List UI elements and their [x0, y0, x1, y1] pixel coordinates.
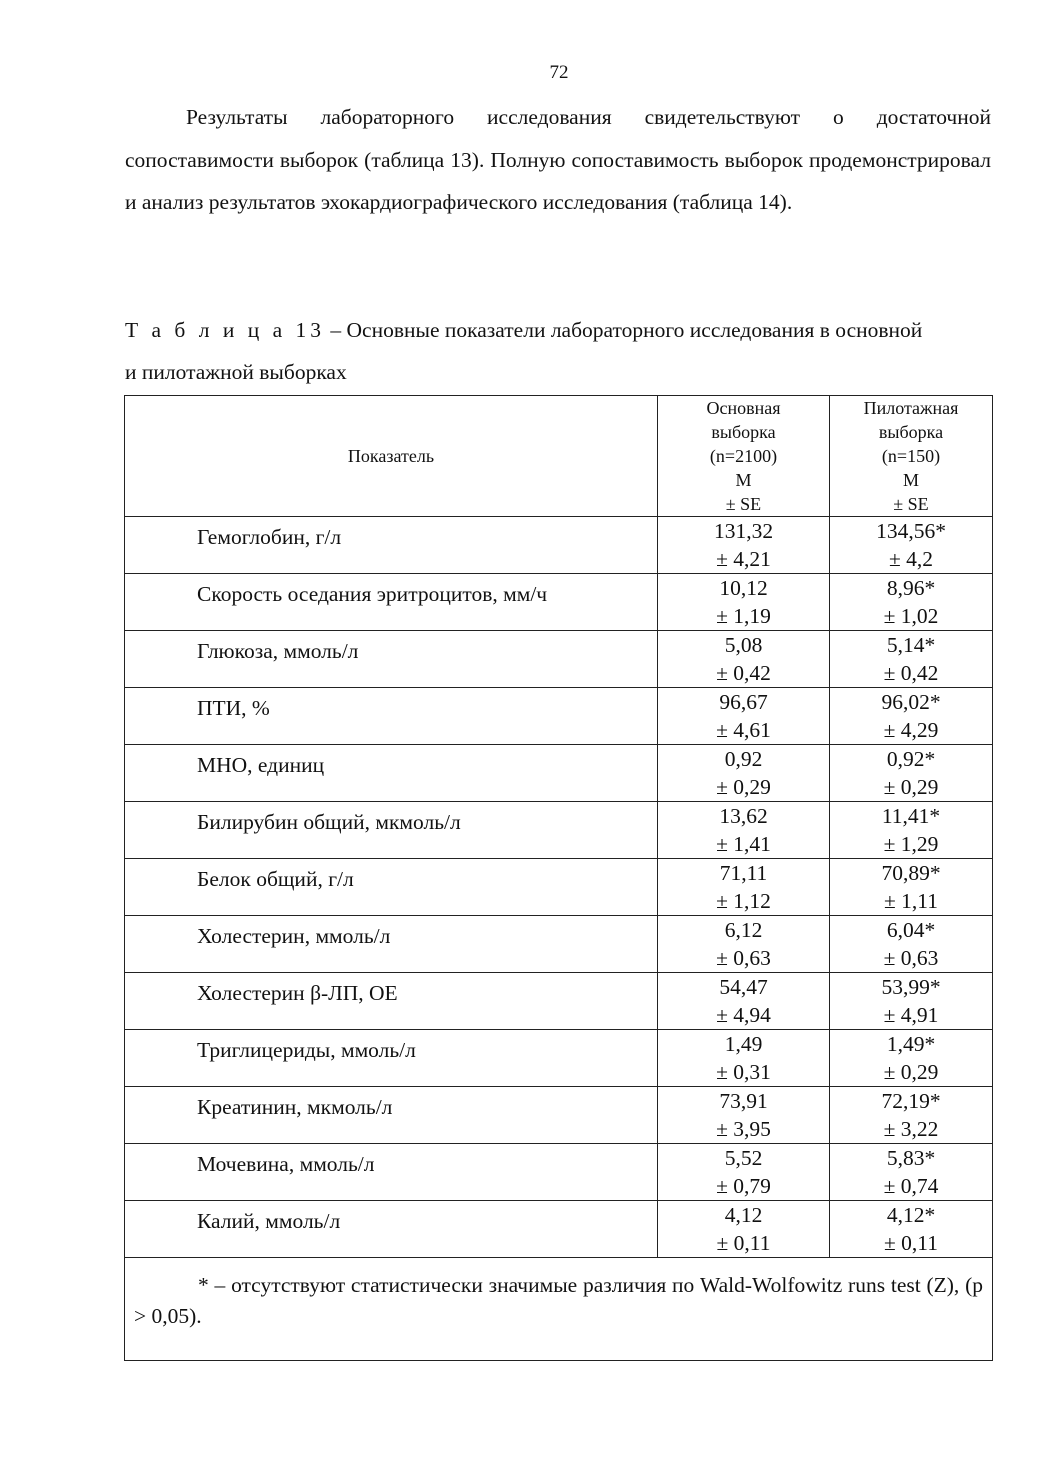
table-row: [125, 631, 993, 688]
main-mean: 54,47: [719, 975, 768, 999]
pilot-se: ± 4,91: [883, 1003, 939, 1027]
indicator-cell: [125, 688, 658, 745]
pilot-mean: 134,56*: [876, 519, 946, 543]
pilot-se: ± 3,22: [883, 1117, 939, 1141]
table-header-row: [125, 396, 993, 517]
body-paragraph: Результаты лабораторного исследования свидетельствуют о достаточной сопоставимости выборок (таблица 13). Полную сопоставимость выборок продемонстрировал и анализ результатов эхокардиографического исследования (таблица 14).: [125, 105, 991, 214]
pilot-se: ± 1,29: [883, 832, 939, 856]
indicator-cell: [125, 973, 658, 1030]
indicator-name: Креатинин, мкмоль/л: [197, 1095, 393, 1119]
pilot-value-cell: [830, 1201, 993, 1258]
main-value-cell: [658, 802, 830, 859]
main-se: ± 0,79: [716, 1174, 771, 1198]
header-pilot-line: выборка: [878, 422, 944, 442]
pilot-value-cell: [830, 1087, 993, 1144]
pilot-se: ± 0,74: [883, 1174, 939, 1198]
main-mean: 73,91: [719, 1089, 768, 1113]
header-pilot-line: М: [902, 470, 919, 490]
header-pilot-line: Пилотажная: [863, 398, 959, 418]
main-value-cell: [658, 973, 830, 1030]
pilot-se: ± 4,29: [883, 718, 939, 742]
pilot-mean: 8,96*: [886, 576, 936, 600]
indicator-cell: [125, 802, 658, 859]
indicator-cell: [125, 1087, 658, 1144]
table-row: [125, 916, 993, 973]
main-mean: 4,12: [724, 1203, 763, 1227]
main-mean: 96,67: [719, 690, 768, 714]
header-pilot-line: (n=150): [881, 446, 941, 466]
table-row: [125, 1201, 993, 1258]
header-indicator: Показатель: [125, 396, 658, 517]
indicator-cell: [125, 517, 658, 574]
table-caption: [125, 309, 991, 393]
indicator-name: МНО, единиц: [197, 753, 325, 777]
main-mean: 131,32: [713, 519, 774, 543]
main-value-cell: [658, 574, 830, 631]
pilot-mean: 70,89*: [881, 861, 941, 885]
table-row: [125, 745, 993, 802]
main-value-cell: [658, 517, 830, 574]
header-main-line: Основная: [706, 398, 781, 418]
pilot-mean: 4,12*: [886, 1203, 936, 1227]
pilot-mean: 5,83*: [886, 1146, 936, 1170]
main-mean: 6,12: [724, 918, 763, 942]
header-main-line: выборка: [711, 422, 776, 442]
main-mean: 0,92: [724, 747, 763, 771]
indicator-cell: [125, 1030, 658, 1087]
pilot-mean: 72,19*: [881, 1089, 941, 1113]
indicator-name: Скорость оседания эритроцитов, мм/ч: [197, 582, 548, 606]
main-se: ± 0,11: [716, 1231, 771, 1255]
table-caption-label: Т а б л и ц а 13: [125, 318, 326, 342]
main-se: ± 0,31: [716, 1060, 771, 1084]
pilot-value-cell: [830, 574, 993, 631]
main-value-cell: [658, 688, 830, 745]
main-se: ± 0,29: [716, 775, 771, 799]
header-main-line: (n=2100): [709, 446, 778, 466]
pilot-mean: 0,92*: [886, 747, 936, 771]
main-mean: 13,62: [719, 804, 768, 828]
main-mean: 1,49: [724, 1032, 763, 1056]
indicator-cell: [125, 916, 658, 973]
pilot-mean: 53,99*: [881, 975, 941, 999]
header-pilot-sample: [830, 396, 993, 517]
indicator-cell: [125, 859, 658, 916]
pilot-value-cell: [830, 688, 993, 745]
main-mean: 5,52: [724, 1146, 763, 1170]
pilot-value-cell: [830, 802, 993, 859]
pilot-se: ± 0,42: [883, 661, 939, 685]
main-mean: 10,12: [719, 576, 768, 600]
main-se: ± 1,12: [716, 889, 771, 913]
main-se: ± 4,94: [716, 1003, 771, 1027]
page-number: 72: [549, 62, 569, 83]
table-row: [125, 802, 993, 859]
pilot-value-cell: [830, 859, 993, 916]
pilot-value-cell: [830, 745, 993, 802]
table-footnote: * – отсутствуют статистически значимые различия по Wald-Wolfowitz runs test (Z), (p > 0,05).: [134, 1273, 983, 1328]
main-value-cell: [658, 1030, 830, 1087]
pilot-se: ± 0,11: [883, 1231, 938, 1255]
pilot-se: ± 1,11: [883, 889, 938, 913]
pilot-mean: 11,41*: [881, 804, 941, 828]
indicator-name: Гемоглобин, г/л: [197, 525, 342, 549]
main-se: ± 4,61: [716, 718, 771, 742]
pilot-value-cell: [830, 517, 993, 574]
table-footnote-cell: [125, 1258, 993, 1361]
pilot-mean: 6,04*: [886, 918, 936, 942]
table-row: [125, 688, 993, 745]
pilot-value-cell: [830, 973, 993, 1030]
table-row: [125, 859, 993, 916]
header-main-sample: [658, 396, 830, 517]
indicator-name: Калий, ммоль/л: [197, 1209, 341, 1233]
indicator-cell: [125, 574, 658, 631]
main-value-cell: [658, 631, 830, 688]
table-caption-line2: и пилотажной выборках: [125, 360, 347, 384]
indicator-name: Триглицериды, ммоль/л: [197, 1038, 416, 1062]
pilot-value-cell: [830, 916, 993, 973]
indicator-name: Холестерин, ммоль/л: [197, 924, 391, 948]
pilot-value-cell: [830, 1144, 993, 1201]
table-row: [125, 973, 993, 1030]
table-row: [125, 517, 993, 574]
main-se: ± 4,21: [716, 547, 771, 571]
header-main-line: М: [735, 470, 752, 490]
indicator-name: Холестерин β-ЛП, ОЕ: [197, 981, 398, 1005]
pilot-mean: 5,14*: [886, 633, 936, 657]
table-footnote-row: [125, 1258, 993, 1361]
header-main-line: ± SE: [725, 494, 762, 514]
table-row: [125, 1030, 993, 1087]
pilot-mean: 1,49*: [886, 1032, 936, 1056]
main-se: ± 1,19: [716, 604, 771, 628]
main-mean: 71,11: [719, 861, 768, 885]
pilot-se: ± 1,02: [883, 604, 939, 628]
table-body: [125, 517, 993, 1258]
main-value-cell: [658, 1087, 830, 1144]
pilot-mean: 96,02*: [881, 690, 941, 714]
table-row: [125, 574, 993, 631]
main-value-cell: [658, 1144, 830, 1201]
indicator-name: Белок общий, г/л: [197, 867, 354, 891]
table-row: [125, 1087, 993, 1144]
indicator-name: Мочевина, ммоль/л: [197, 1152, 375, 1176]
table-row: [125, 1144, 993, 1201]
pilot-se: ± 4,2: [888, 547, 934, 571]
lab-results-table: [124, 395, 993, 1361]
main-value-cell: [658, 916, 830, 973]
indicator-name: Глюкоза, ммоль/л: [197, 639, 359, 663]
pilot-se: ± 0,29: [883, 1060, 939, 1084]
indicator-cell: [125, 745, 658, 802]
pilot-se: ± 0,63: [883, 946, 939, 970]
main-se: ± 1,41: [716, 832, 771, 856]
main-se: ± 0,42: [716, 661, 771, 685]
indicator-cell: [125, 1144, 658, 1201]
header-pilot-line: ± SE: [893, 494, 929, 514]
table-caption-line1: – Основные показатели лабораторного исследования в основной: [325, 318, 923, 342]
indicator-cell: [125, 631, 658, 688]
indicator-name: Билирубин общий, мкмоль/л: [197, 810, 461, 834]
main-se: ± 3,95: [716, 1117, 771, 1141]
main-se: ± 0,63: [716, 946, 771, 970]
pilot-se: ± 0,29: [883, 775, 939, 799]
indicator-name: ПТИ, %: [197, 696, 270, 720]
main-mean: 5,08: [724, 633, 763, 657]
pilot-value-cell: [830, 631, 993, 688]
main-value-cell: [658, 1201, 830, 1258]
indicator-cell: [125, 1201, 658, 1258]
main-value-cell: [658, 859, 830, 916]
main-value-cell: [658, 745, 830, 802]
pilot-value-cell: [830, 1030, 993, 1087]
